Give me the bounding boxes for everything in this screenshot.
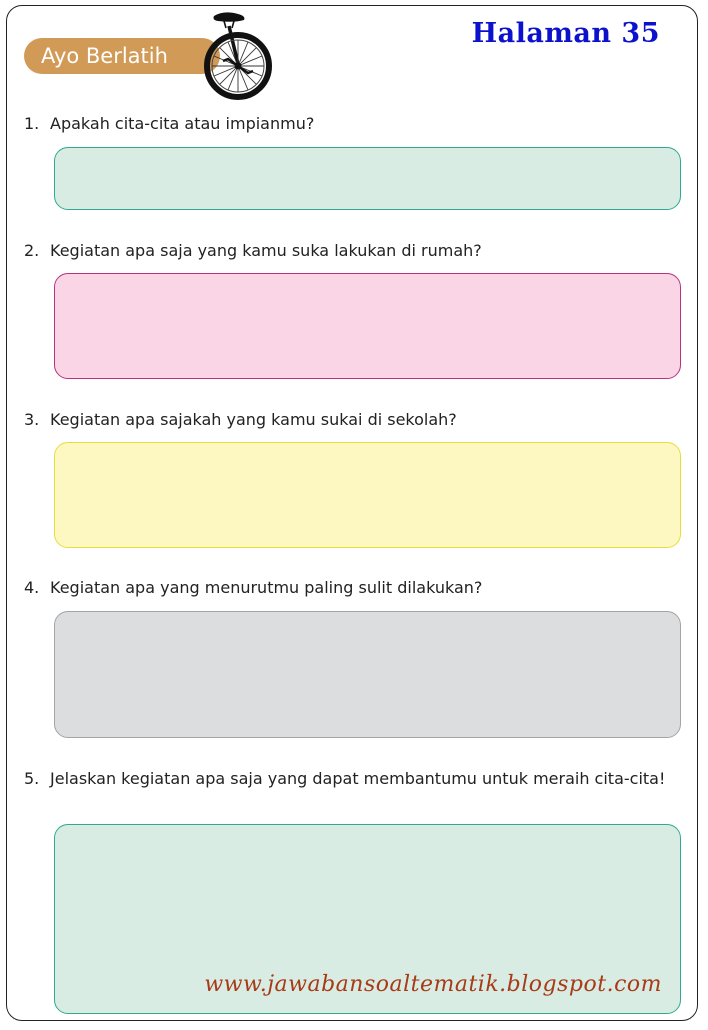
question-3	[24, 408, 674, 432]
question-text: Jelaskan kegiatan apa saja yang dapat membantumu untuk meraih cita-cita!	[50, 769, 666, 788]
answer-box-1[interactable]	[54, 147, 681, 210]
answer-box-2[interactable]	[54, 273, 681, 379]
question-number: 5.	[24, 769, 40, 788]
question-2	[24, 239, 674, 263]
question-number: 2.	[24, 241, 40, 260]
question-1	[24, 112, 674, 136]
answer-box-3[interactable]	[54, 442, 681, 548]
question-text: Kegiatan apa sajakah yang kamu sukai di sekolah?	[50, 410, 457, 429]
question-number: 1.	[24, 114, 40, 133]
question-text: Kegiatan apa yang menurutmu paling sulit dilakukan?	[50, 578, 483, 597]
page-title: Halaman 35	[471, 18, 660, 49]
question-4	[24, 576, 674, 600]
unicycle-icon	[196, 6, 280, 100]
question-text: Kegiatan apa saja yang kamu suka lakukan di rumah?	[50, 241, 482, 260]
question-number: 3.	[24, 410, 40, 429]
watermark-url: www.jawabansoaltematik.blogspot.com	[204, 972, 662, 997]
question-number: 4.	[24, 578, 40, 597]
question-5	[24, 767, 674, 791]
answer-box-4[interactable]	[54, 611, 681, 738]
question-text: Apakah cita-cita atau impianmu?	[50, 114, 315, 133]
section-title-badge: Ayo Berlatih	[24, 38, 220, 74]
